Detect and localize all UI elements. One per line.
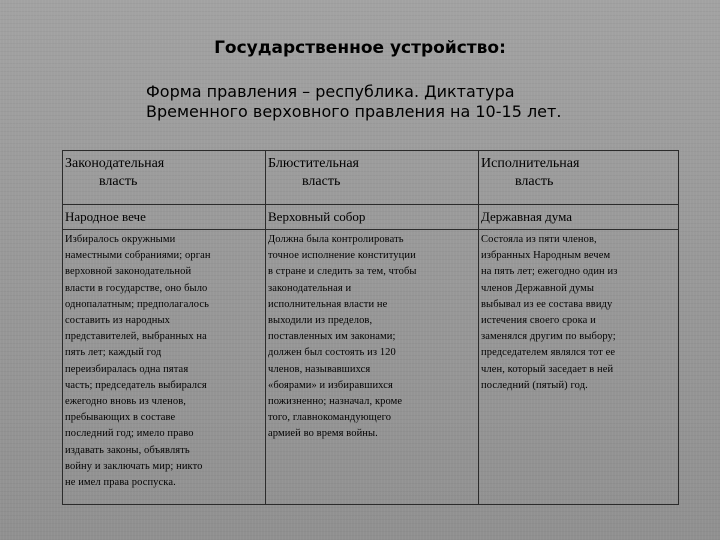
header-line: власть — [302, 174, 341, 189]
description-line: заменялся другим по выбору; — [481, 331, 616, 343]
description-line: в стране и следить за тем, чтобы — [268, 266, 417, 278]
description-line: часть; председатель выбирался — [65, 379, 207, 391]
subtitle-line: Форма правления – республика. Диктатура — [146, 82, 515, 101]
description-line: выходили из пределов, — [268, 315, 373, 327]
description-line: должен был состоять из 120 — [268, 347, 396, 359]
description-line: последний год; имело право — [65, 428, 194, 440]
description-line: армией во время войны. — [268, 428, 378, 440]
description-line: составить из народных — [65, 315, 171, 327]
description-line: поставленных им законами; — [268, 331, 396, 343]
slide-subtitle — [146, 82, 586, 122]
description-line: законодательная и — [268, 282, 352, 294]
description-cell — [479, 230, 679, 505]
description-line: власти в государстве, оно было — [65, 282, 208, 294]
description-line: Состояла из пяти членов, — [481, 234, 597, 245]
description-line: избранных Народным вечем — [481, 250, 611, 262]
body-name-cell: Верховный собор — [266, 205, 479, 230]
description-line: членов Державной думы — [481, 282, 595, 294]
description-line: председателем являлся тот ее — [481, 347, 616, 359]
header-legislative — [63, 151, 266, 205]
description-cell — [266, 230, 479, 505]
table-row — [63, 230, 679, 505]
description-line: пять лет; каждый год — [65, 347, 162, 359]
header-line: власть — [515, 174, 554, 189]
header-line: Законодательная — [65, 156, 165, 171]
header-guardian — [266, 151, 479, 205]
description-line: Должна была контролировать — [268, 234, 404, 245]
description-line: того, главнокомандующего — [268, 412, 392, 424]
header-line: власть — [99, 174, 138, 189]
description-line: выбывал из ее состава ввиду — [481, 298, 613, 310]
description-line: истечения своего срока и — [481, 315, 596, 327]
description-cell — [63, 230, 266, 505]
description-line: пожизненно; назначал, кроме — [268, 396, 403, 408]
slide-title: Государственное устройство: — [214, 38, 506, 58]
body-name-cell: Народное вече — [63, 205, 266, 230]
description-line: войну и заключать мир; никто — [65, 460, 203, 472]
description-line: точное исполнение конституции — [268, 250, 416, 262]
description-line: член, который заседает в ней — [481, 363, 614, 375]
government-structure-table — [62, 150, 679, 505]
description-line: однопалатным; предполагалось — [65, 298, 210, 310]
table-row — [63, 205, 679, 230]
table-header-row — [63, 151, 679, 205]
description-line: последний (пятый) год. — [481, 379, 588, 391]
description-line: ежегодно вновь из членов, — [65, 396, 186, 408]
description-line: наместными собраниями; орган — [65, 250, 211, 262]
description-line: на пять лет; ежегодно один из — [481, 266, 618, 278]
description-line: переизбиралась одна пятая — [65, 363, 189, 375]
header-executive — [479, 151, 679, 205]
description-line: Избиралось окружными — [65, 234, 176, 245]
description-line: членов, называвшихся — [268, 363, 371, 375]
header-line: Исполнительная — [481, 156, 580, 171]
description-line: не имел права роспуска. — [65, 477, 176, 489]
header-line: Блюстительная — [268, 156, 359, 171]
description-line: издавать законы, объявлять — [65, 444, 190, 456]
description-line: верховной законодательной — [65, 266, 192, 278]
body-name-cell: Державная дума — [479, 205, 679, 230]
subtitle-line: Временного верховного правления на 10-15 лет. — [146, 102, 562, 121]
description-line: «боярами» и избиравшихся — [268, 379, 393, 391]
description-line: пребывающих в составе — [65, 412, 176, 424]
description-line: исполнительная власти не — [268, 298, 388, 310]
description-line: представителей, выбранных на — [65, 331, 207, 343]
